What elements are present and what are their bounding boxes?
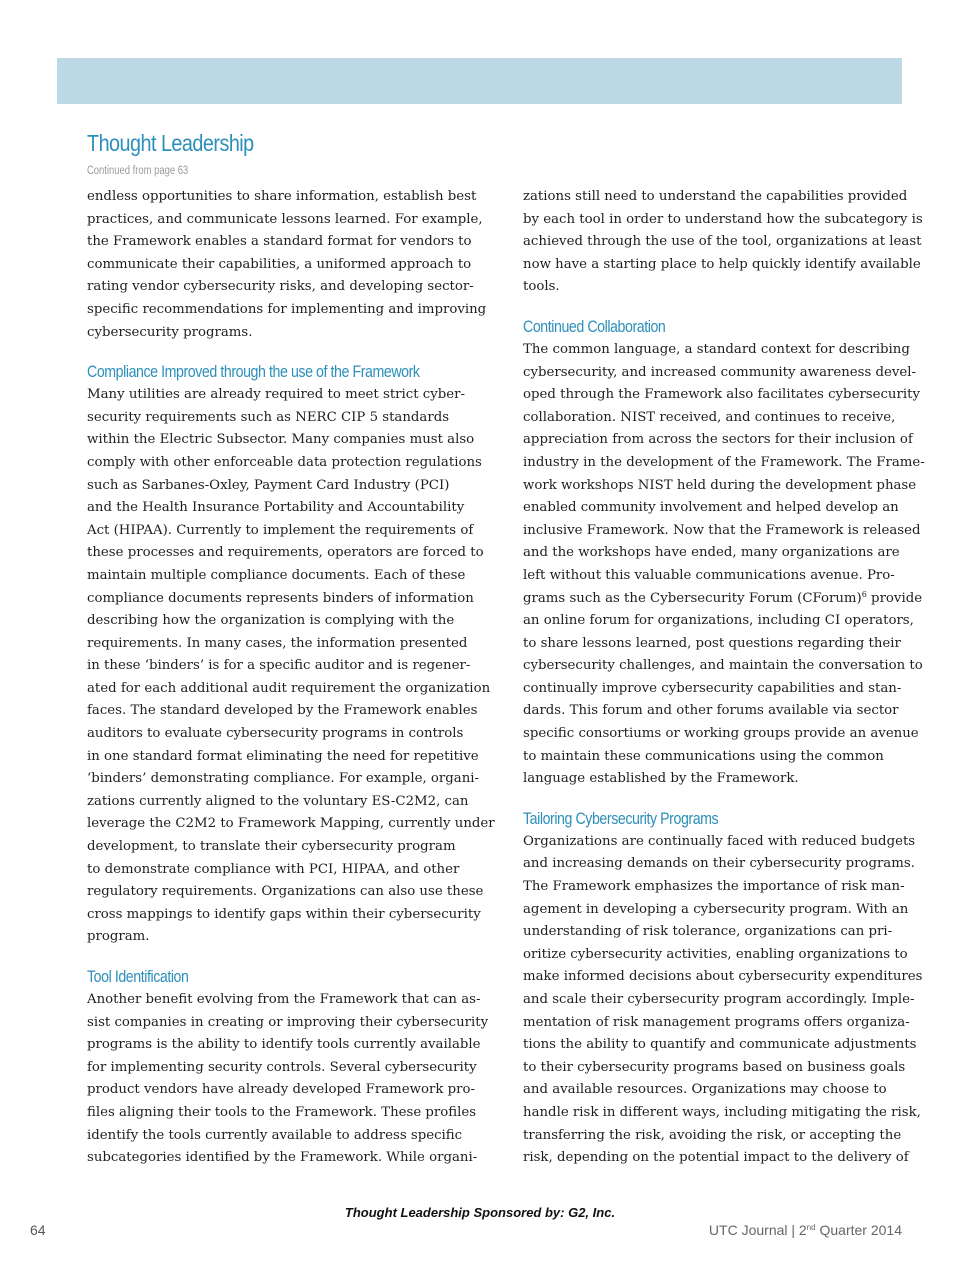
paragraph-line: auditors to evaluate cybersecurity programs in controls [87,726,464,742]
paragraph-line: zations still need to understand the capabilities provided [523,189,908,204]
paragraph-line [523,588,923,611]
paragraph-line: continually improve cybersecurity capabilities and stan- [523,680,902,696]
paragraph-line: The Framework emphasizes the importance of risk man- [523,879,905,895]
paragraph-line: comply with other enforceable data protection regulations [87,454,482,470]
paragraph-line: now have a starting place to help quickly identify available [523,256,921,272]
paragraph-line: these processes and requirements, operators are forced to [87,545,484,561]
paragraph-line: handle risk in different ways, including mitigating the risk, [523,1104,921,1120]
paragraph-line: The common language, a standard context for describing [523,341,910,357]
paragraph-line: specific consortiums or working groups provide an avenue [523,726,919,742]
paragraph-line: work workshops NIST held during the development phase [523,477,917,493]
paragraph-line: enabled community involvement and helped develop an [523,500,899,516]
paragraph-line: programs is the ability to identify tools currently available [87,1037,481,1053]
paragraph-line: in one standard format eliminating the need for repetitive [87,748,479,764]
paragraph [87,989,489,1170]
paragraph-line: requirements. In many cases, the information presented [87,635,468,651]
subheading-compliance: Compliance Improved through the use of the Framework [87,363,420,382]
paragraph-line: tools. [523,279,560,295]
paragraph-line: communicate their capabilities, a uniformed approach to [87,256,472,272]
left-column [87,186,495,1170]
paragraph-line: such as Sarbanes-Oxley, Payment Card Industry (PCI) [87,477,450,493]
paragraph-line: Organizations are continually faced with reduced budgets [523,833,916,849]
paragraph-line: files aligning their tools to the Framework. These profiles [87,1104,477,1120]
journal-quarter: Quarter 2014 [815,1222,902,1238]
sponsor-line: Thought Leadership Sponsored by: G2, Inc. [344,1205,616,1220]
paragraph-line: for implementing security controls. Several cybersecurity [87,1059,477,1075]
paragraph-line: dards. This forum and other forums available via sector [523,703,899,719]
paragraph-line: development, to translate their cybersecurity program [87,839,456,855]
paragraph-line: program. [87,929,150,945]
line-text: grams such as the Cybersecurity Forum (CForum) [523,590,862,606]
paragraph-line: leverage the C2M2 to Framework Mapping, currently under [87,816,495,832]
paragraph-line: within the Electric Subsector. Many companies must also [87,432,475,448]
paragraph-line: oped through the Framework also facilitates cybersecurity [523,387,920,403]
paragraph [523,339,925,588]
paragraph-line: maintain multiple compliance documents. Each of these [87,567,466,583]
paragraph-line: ‘binders’ demonstrating compliance. For example, organi- [87,771,480,787]
subheading-tailoring: Tailoring Cybersecurity Programs [523,809,719,828]
paragraph-line: transferring the risk, avoiding the risk, or accepting the [523,1127,902,1143]
paragraph-line: in these ‘binders’ is for a specific auditor and is regener- [87,658,471,674]
paragraph-line: cybersecurity, and increased community awareness devel- [523,364,917,380]
journal-issue [709,1222,902,1238]
paragraph-line: and increasing demands on their cybersecurity programs. [523,856,915,872]
paragraph-line: Act (HIPAA). Currently to implement the requirements of [87,522,474,538]
paragraph-line: left without this valuable communications avenue. Pro- [523,567,895,583]
paragraph-line: language established by the Framework. [523,771,799,787]
journal-name: UTC Journal | 2 [708,1222,807,1238]
line-text: provide [866,590,923,606]
paragraph-line: Many utilities are already required to meet strict cyber- [87,387,465,403]
paragraph-line: practices, and communicate lessons learned. For example, [87,211,483,227]
paragraph-line: product vendors have already developed Framework pro- [87,1082,476,1098]
paragraph-line: identify the tools currently available to address specific [87,1127,463,1143]
paragraph-line: industry in the development of the Framework. The Frame- [523,454,925,470]
section-title: Thought Leadership [87,130,254,156]
paragraph-line: compliance documents represents binders of information [87,590,474,606]
paragraph-line: risk, depending on the potential impact to the delivery of [523,1150,909,1166]
paragraph-line: and the Health Insurance Portability and Accountability [87,500,465,516]
paragraph-line: describing how the organization is complying with the [87,613,455,629]
paragraph-line: zations currently aligned to the voluntary ES-C2M2, can [87,793,469,809]
paragraph-line: by each tool in order to understand how the subcategory is [523,211,923,227]
paragraph-line: faces. The standard developed by the Framework enables [87,703,478,719]
paragraph-line: and the workshops have ended, many organizations are [523,545,900,561]
paragraph-line: Another benefit evolving from the Framework that can as- [87,992,481,1007]
paragraph-line: collaboration. NIST received, and continues to receive, [523,409,896,425]
subheading-tool-identification: Tool Identification [87,968,189,986]
paragraph-line: make informed decisions about cybersecurity expenditures [523,969,923,985]
paragraph-line: endless opportunities to share information, establish best [87,189,477,204]
continued-note: Continued from page 63 [87,165,189,177]
paragraph-line: to demonstrate compliance with PCI, HIPAA, and other [87,861,460,877]
paragraph-line: to share lessons learned, post questions regarding their [523,635,901,651]
paragraph-line: understanding of risk tolerance, organizations can pri- [523,924,893,940]
right-column [523,186,925,1170]
paragraph [523,186,923,299]
paragraph-line: to their cybersecurity programs based on business goals [523,1059,906,1075]
paragraph-line: an online forum for organizations, including CI operators, [523,613,914,629]
paragraph-line: and available resources. Organizations may choose to [523,1082,887,1098]
paragraph-line: cybersecurity challenges, and maintain the conversation to [523,658,923,674]
paragraph-line: rating vendor cybersecurity risks, and developing sector- [87,279,474,295]
paragraph [87,384,495,949]
paragraph-line: specific recommendations for implementing and improving [87,301,487,317]
paragraph-line: appreciation from across the sectors for their inclusion of [523,432,913,448]
paragraph-line: to maintain these communications using the common [523,748,884,764]
paragraph-line: cybersecurity programs. [87,324,253,340]
paragraph-line: agement in developing a cybersecurity program. With an [523,901,909,917]
page-number: 64 [30,1222,46,1238]
paragraph-line: regulatory requirements. Organizations can also use these [87,884,484,900]
header-banner [57,58,902,104]
footnote-marker: 6 [861,589,867,599]
paragraph-line: tions the ability to quantify and communicate adjustments [523,1037,917,1053]
paragraph-line: mentation of risk management programs offers organiza- [523,1014,910,1030]
paragraph-line: and scale their cybersecurity program accordingly. Imple- [523,992,915,1007]
paragraph-line: sist companies in creating or improving their cybersecurity [87,1014,489,1030]
paragraph [87,186,487,344]
paragraph-line: security requirements such as NERC CIP 5 standards [87,409,450,425]
journal-ordinal: nd [806,1223,816,1232]
paragraph [523,610,923,791]
paragraph-line: achieved through the use of the tool, organizations at least [523,234,922,250]
paragraph-line: the Framework enables a standard format for vendors to [87,234,472,250]
paragraph-line: subcategories identified by the Framework. While organi- [87,1150,478,1166]
paragraph [523,831,923,1170]
paragraph-line: cross mappings to identify gaps within their cybersecurity [87,906,481,922]
paragraph-line: ated for each additional audit requirement the organization [87,680,491,696]
subheading-continued-collaboration: Continued Collaboration [523,317,666,336]
paragraph-line: oritize cybersecurity activities, enabling organizations to [523,946,908,962]
paragraph-line: inclusive Framework. Now that the Framework is released [523,522,921,538]
